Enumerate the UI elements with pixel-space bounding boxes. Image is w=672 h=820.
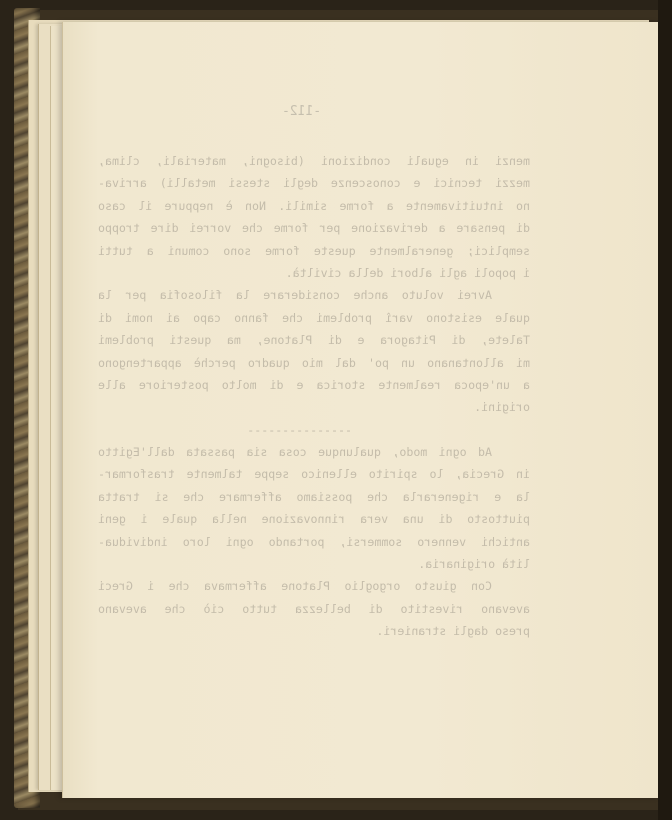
text-line: quale esistono varî problemi che fanno capo ai nomi di — [98, 310, 530, 325]
text-line: la e rigenerarla che possiamo affermare che si tratta — [98, 489, 530, 504]
text-line: mezzi tecnici e conoscenze degli stessi metalli) arriva- — [98, 176, 530, 191]
text-line: a un'epoca realmente storica e di molto posteriore alle — [98, 377, 530, 392]
page-number: -112- — [282, 104, 322, 119]
text-line: menzi in eguali condizioni (bisogni, materiali, clima, — [98, 154, 530, 168]
paragraph — [98, 575, 530, 642]
text-line: Avrei voluto anche considerare la filosofia per la — [98, 288, 492, 303]
text-line: preso dagli stranieri. — [376, 624, 530, 639]
text-line: origini. — [474, 400, 530, 415]
text-line: semplici; generalmente queste forme sono comuni a tutti — [98, 243, 530, 258]
mirrored-body-text — [98, 150, 530, 643]
text-line: Ad ogni modo, qualunque cosa sia passata dall'Egitto — [98, 445, 492, 460]
text-line: in Grecia, lo spirito ellenico seppe talmente trasformar- — [98, 467, 530, 482]
paragraph — [98, 441, 530, 575]
section-separator: --------------- — [247, 422, 352, 437]
text-line: Con giusto orgoglio Platone affermava che i Greci — [98, 579, 492, 594]
text-line: mi allontanano un po' dal mio quadro perchè appartengono — [98, 355, 530, 370]
text-line: di pensare a derivazione per forme che vorrei dire troppo — [98, 221, 530, 236]
text-line: no intuitivamente a forme simili. Non è neppure il caso — [98, 198, 530, 213]
text-line: piuttosto di una vera rinnovazione nella quale i geni — [98, 512, 530, 527]
paragraph — [98, 284, 530, 418]
text-line: Talete, di Pitagora e di Platone, ma questi problemi — [98, 333, 530, 348]
text-line: antichi vennero sommersi, portando ogni loro individua- — [98, 534, 530, 549]
text-line: i popoli agli albori della civiltà. — [285, 265, 530, 280]
text-line: avevano rivestito di bellezza tutto ciò che avevano — [98, 601, 530, 616]
paragraph — [98, 150, 530, 284]
text-line: lità originaria. — [418, 557, 530, 572]
right-binding-edge — [658, 0, 672, 820]
